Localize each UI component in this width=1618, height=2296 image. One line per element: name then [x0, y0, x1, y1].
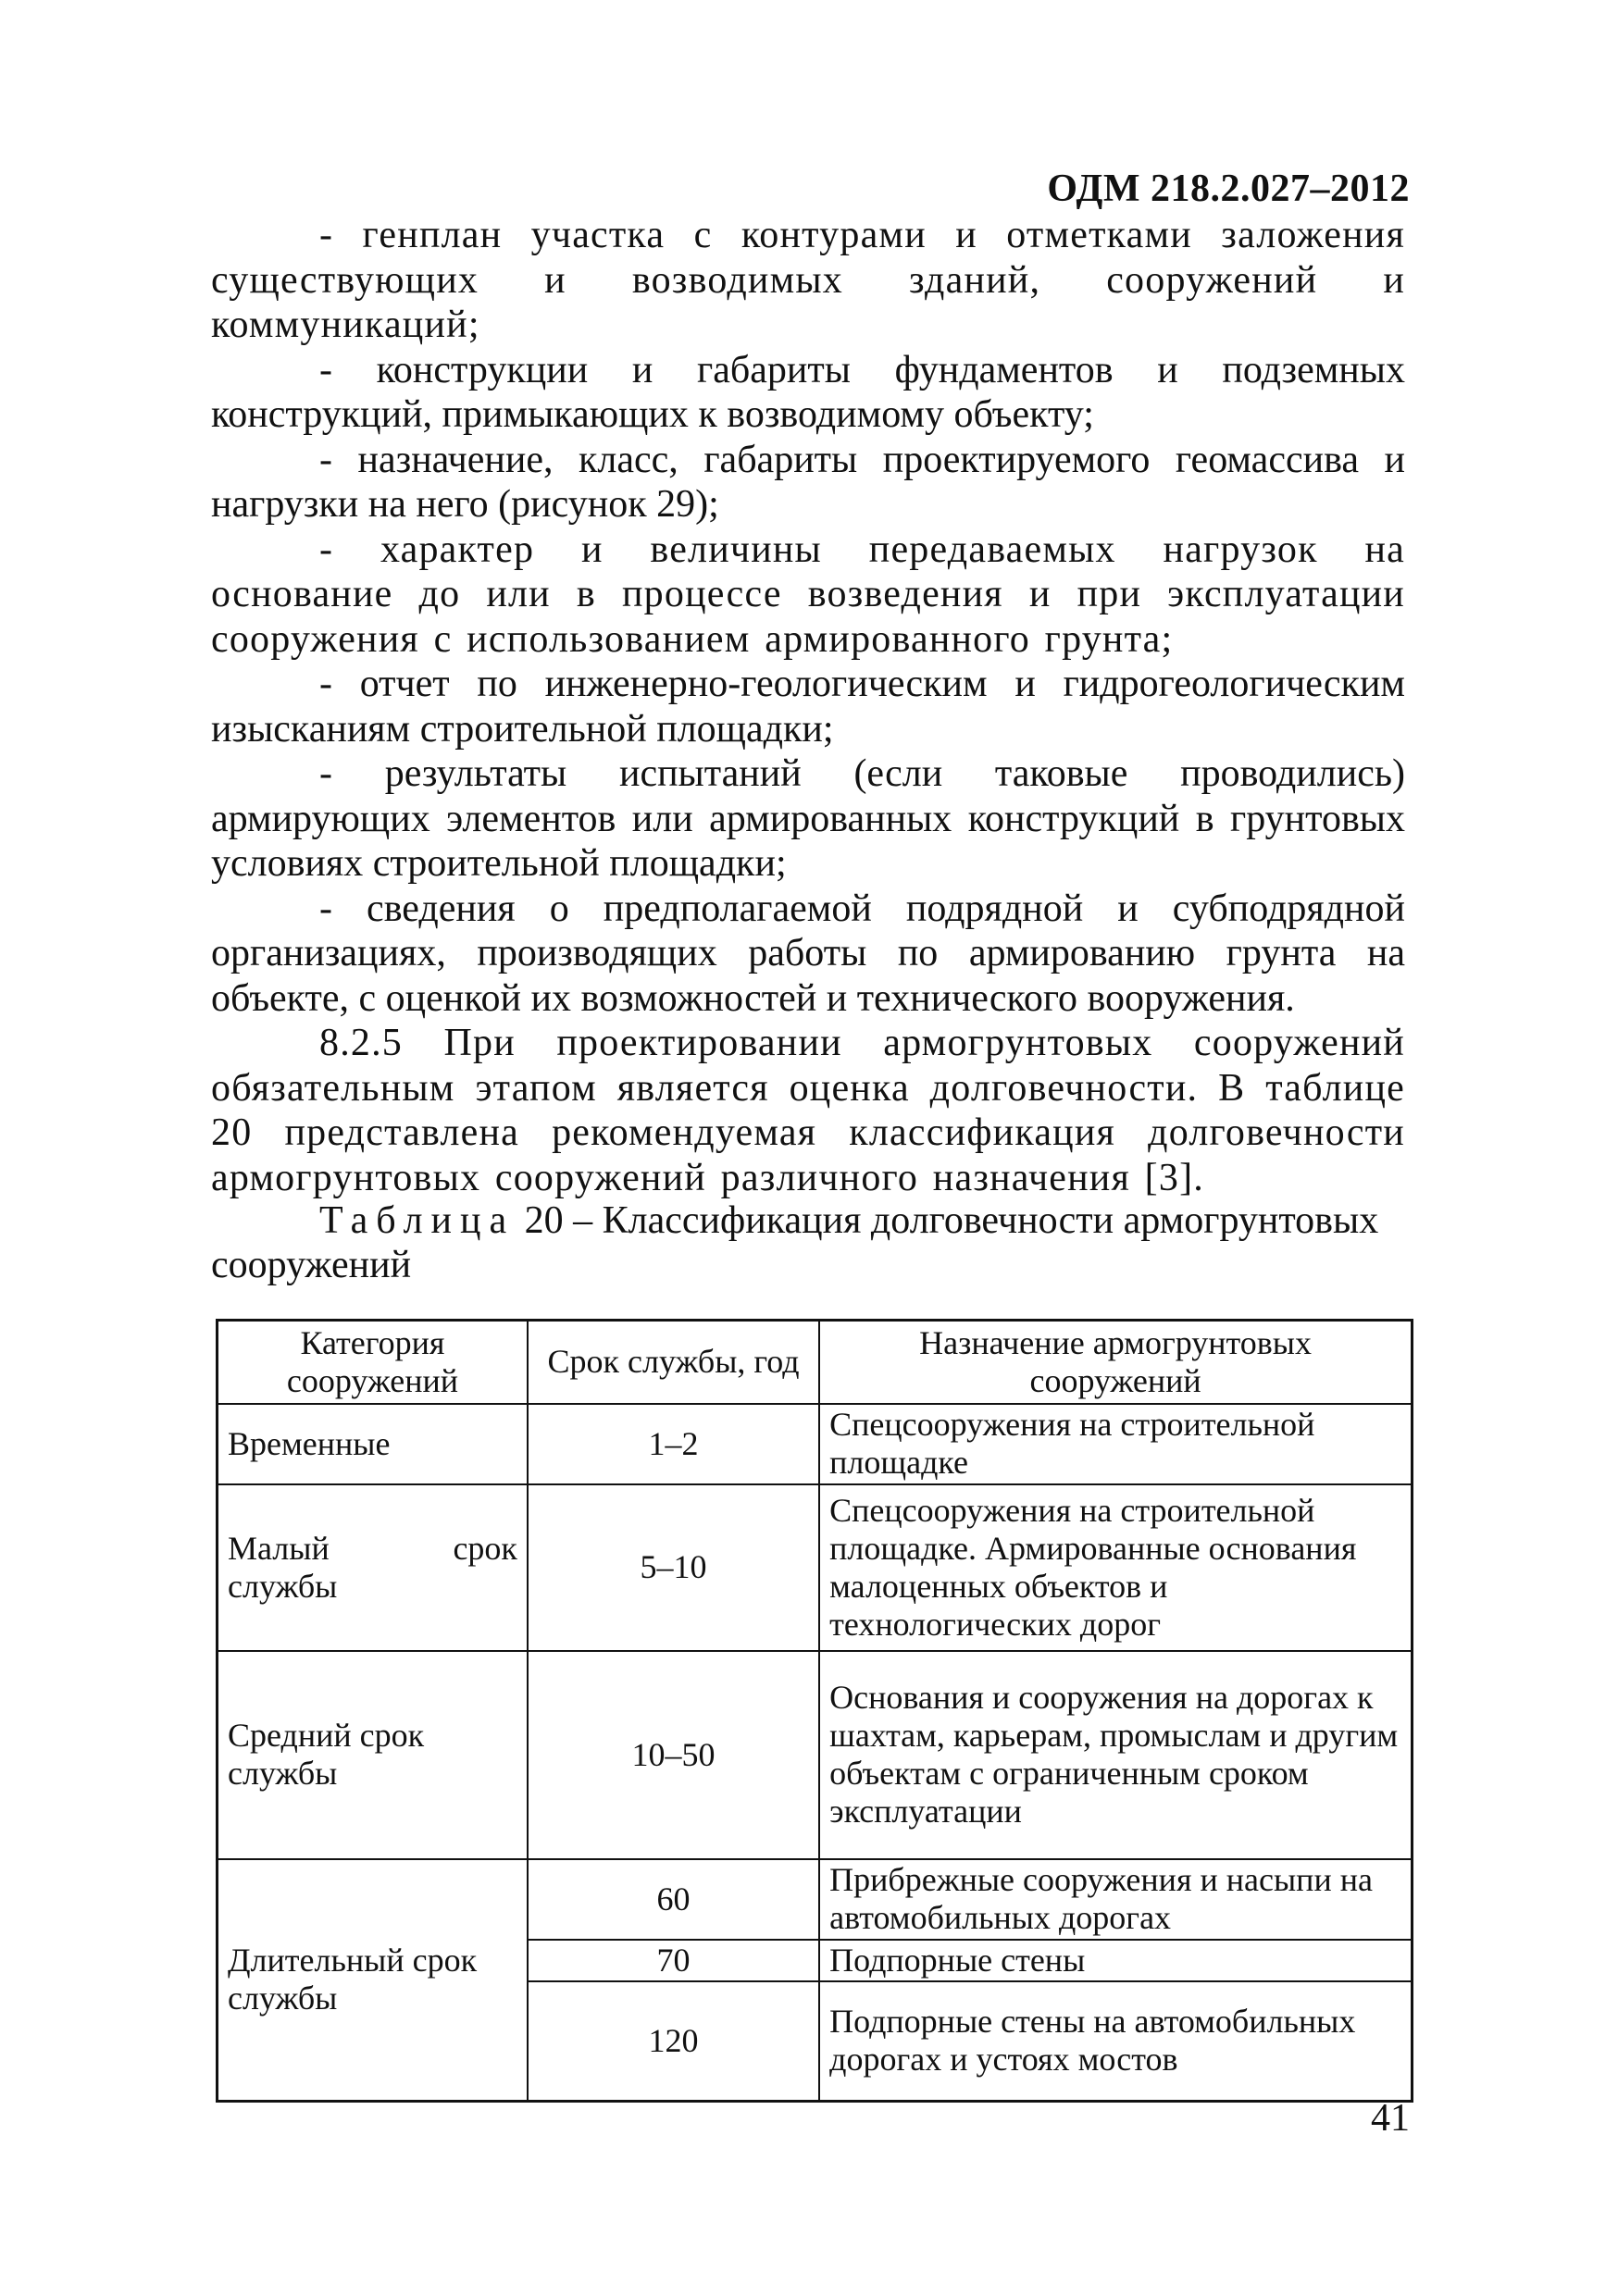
table-row: [218, 1484, 1413, 1651]
service-life-cell: 60: [528, 1859, 819, 1940]
page-number: 41: [1371, 2097, 1410, 2140]
document-code-header: ОДМ 218.2.027–2012: [1047, 168, 1410, 210]
purpose-cell: Подпорные стены на автомобильных дорогах и устоях мостов: [819, 1981, 1412, 2102]
service-life-cell: 5–10: [528, 1484, 819, 1651]
table-header-row: [218, 1321, 1413, 1404]
list-item-survey-report: - отчет по инженерно-геологическим и гидрогеологическим изысканиям строительной площадки;: [211, 663, 1405, 751]
header-purpose: Назначение армогрунтовых сооружений: [819, 1321, 1412, 1404]
category-cell: Длительный срок службы: [218, 1859, 528, 2102]
list-item-foundations: - конструкции и габариты фундаментов и подземных конструкций, примыкающих к возводимому объекту;: [211, 348, 1405, 436]
table-caption-word: Таблица: [319, 1199, 516, 1242]
service-life-cell: 120: [528, 1981, 819, 2102]
table-caption: [211, 1198, 1405, 1287]
service-life-cell: 10–50: [528, 1651, 819, 1859]
service-life-cell: 1–2: [528, 1404, 819, 1484]
category-cell: Временные: [218, 1404, 528, 1484]
purpose-cell: Спецсооружения на строительной площадке. Армированные основания малоценных объектов и технологических дорог: [819, 1484, 1412, 1651]
header-service-life: Срок службы, год: [528, 1321, 819, 1404]
list-item-contractors: - сведения о предполагаемой подрядной и субподрядной организациях, производящих работы по армированию грунта на объекте, с оценкой их возможностей и технического вооружения.: [211, 887, 1405, 1020]
list-item-loads: - характер и величины передаваемых нагрузок на основание до или в процессе возведения и при эксплуатации сооружения с использованием армированного грунта;: [211, 527, 1405, 661]
service-life-cell: 70: [528, 1940, 819, 1981]
table-row: [218, 1404, 1413, 1484]
category-cell: Малый срок службы: [218, 1484, 528, 1651]
list-item-site-plan: - генплан участка с контурами и отметками заложения существующих и возводимых зданий, сооружений и коммуникаций;: [211, 214, 1405, 346]
category-cell: Средний срок службы: [218, 1651, 528, 1859]
table-row: [218, 1859, 1413, 1940]
purpose-cell: Прибрежные сооружения и насыпи на автомобильных дорогах: [819, 1859, 1412, 1940]
purpose-cell: Подпорные стены: [819, 1940, 1412, 1981]
list-item-geomassive: - назначение, класс, габариты проектируемого геомассива и нагрузки на него (рисунок 29);: [211, 438, 1405, 526]
list-item-test-results: - результаты испытаний (если таковые проводились) армирующих элементов или армированных конструкций в грунтовых условиях строительной площадки;: [211, 752, 1405, 885]
section-8-2-5-paragraph: 8.2.5 При проектировании армогрунтовых сооружений обязательным этапом является оценка долговечности. В таблице 20 представлена рекомендуемая классификация долговечности армогрунтовых сооружений различного назначения [3].: [211, 1022, 1405, 1199]
header-category: Категория сооружений: [218, 1321, 528, 1404]
body-text: [211, 213, 1405, 1200]
durability-classification-table: [216, 1319, 1413, 2103]
table-row: [218, 1651, 1413, 1859]
purpose-cell: Спецсооружения на строительной площадке: [819, 1404, 1412, 1484]
table-caption-text: 20 – Классификация долговечности армогрунтовых сооружений: [211, 1199, 1379, 1286]
purpose-cell: Основания и сооружения на дорогах к шахтам, карьерам, промыслам и другим объектам с ограниченным сроком эксплуатации: [819, 1651, 1412, 1859]
